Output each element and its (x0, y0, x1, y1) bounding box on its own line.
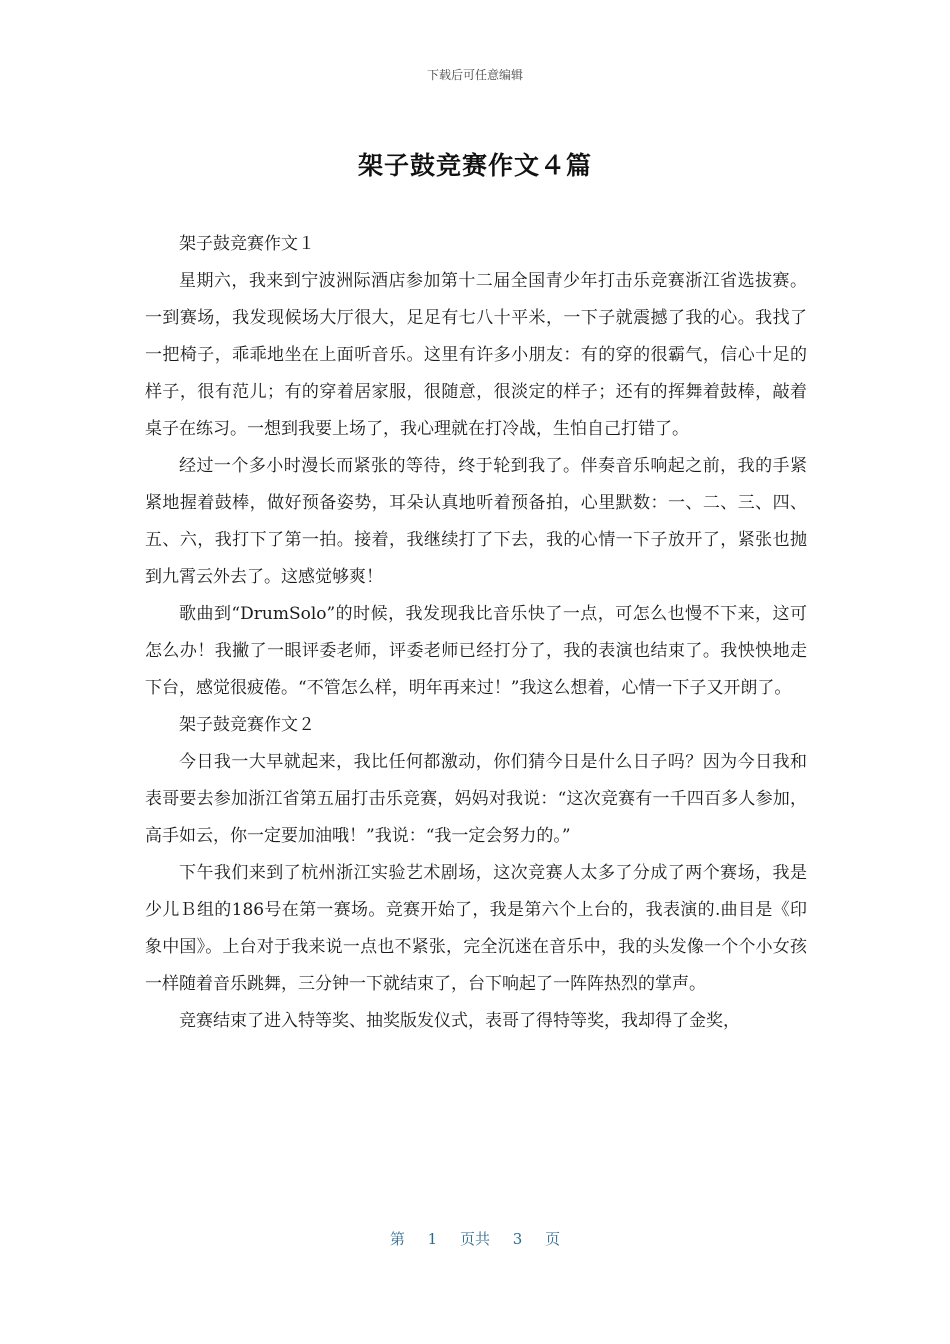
page-number: 1 (427, 1230, 438, 1248)
paragraph: 歌曲到“DrumSolo”的时候，我发现我比音乐快了一点，可怎么也慢不下来，这可怎么办！我撇了一眼评委老师，评委老师已经打分了，我的表演也结束了。我怏怏地走下台，感觉很疲倦。“不管怎么样，明年再来过！”我这么想着，心情一下子又开朗了。 (145, 604, 807, 698)
page-prefix: 第 (389, 1230, 405, 1248)
paragraph: 星期六，我来到宁波洲际酒店参加第十二届全国青少年打击乐竞赛浙江省选拔赛。一到赛场，我发现候场大厅很大，足足有七八十平米，一下子就震撼了我的心。我找了一把椅子，乖乖地坐在上面听音乐。这里有许多小朋友：有的穿的很霸气，信心十足的样子，很有范儿；有的穿着居家服，很随意，很淡定的样子；还有的挥舞着鼓棒，敲着桌子在练习。一想到我要上场了，我心理就在打冷战，生怕自己打错了。 (145, 271, 807, 439)
page-suffix: 页 (545, 1230, 561, 1248)
section-heading: 架子鼓竞赛作文２ (179, 715, 315, 735)
paragraph: 竞赛结束了进入特等奖、抽奖版发仪式，表哥了得特等奖，我却得了金奖， (179, 1011, 740, 1031)
paragraph: 今日我一大早就起来，我比任何都激动，你们猜今日是什么日子吗？因为今日我和表哥要去参加浙江省第五届打击乐竞赛，妈妈对我说：“这次竞赛有一千四百多人参加，高手如云，你一定要加油哦！”我说：“我一定会努力的。” (145, 752, 807, 846)
page-footer (0, 1228, 950, 1249)
download-note: 下载后可任意编辑 (426, 68, 523, 82)
total-pages: 3 (512, 1230, 523, 1248)
paragraph: 经过一个多小时漫长而紧张的等待，终于轮到我了。伴奏音乐响起之前，我的手紧紧地握着鼓棒，做好预备姿势，耳朵认真地听着预备拍，心里默数：一、二、三、四、五、六，我打下了第一拍。接着，我继续打了下去，我的心情一下子放开了，紧张也抛到九霄云外去了。这感觉够爽！ (145, 456, 807, 587)
document-body (145, 226, 807, 1040)
section-heading: 架子鼓竞赛作文１ (179, 234, 315, 254)
paragraph: 下午我们来到了杭州浙江实验艺术剧场，这次竞赛人太多了分成了两个赛场，我是少儿Ｂ组的186号在第一赛场。竞赛开始了，我是第六个上台的，我表演的.曲目是《印象中国》。上台对于我来说一点也不紧张，完全沉迷在音乐中，我的头发像一个个小女孩一样随着音乐跳舞，三分钟一下就结束了，台下响起了一阵阵热烈的掌声。 (145, 863, 807, 994)
page-middle: 页共 (459, 1230, 490, 1248)
document-title: 架子鼓竞赛作文４篇 (357, 151, 592, 180)
